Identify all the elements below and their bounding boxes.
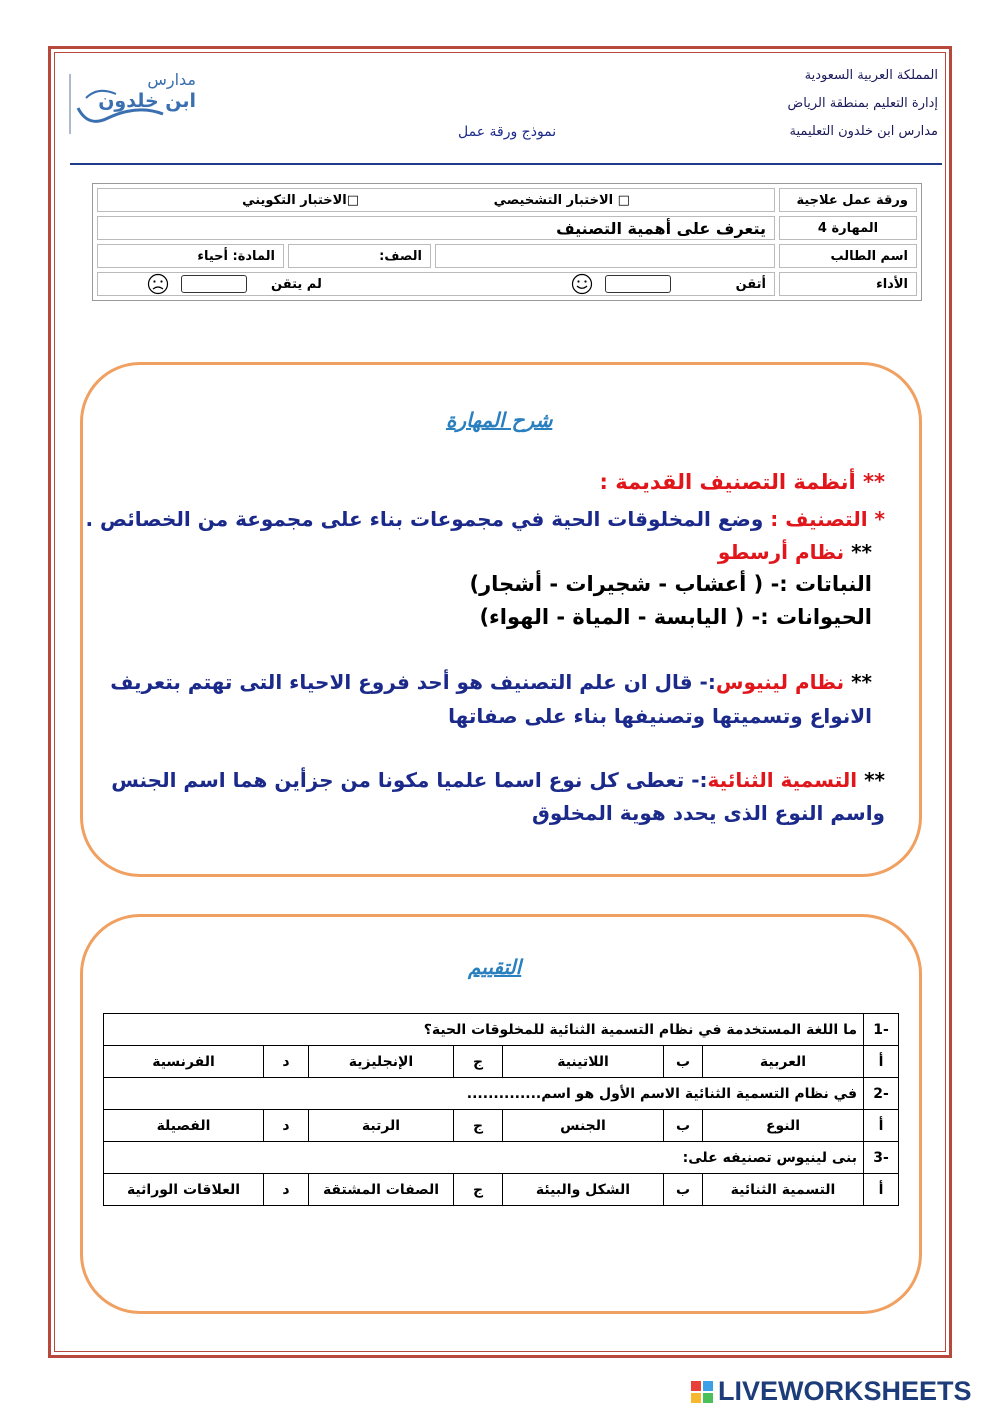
- logo-line2: ابن خلدون: [98, 90, 196, 112]
- aristotle-prefix: **: [844, 540, 872, 564]
- question-text: ما اللغة المستخدمة في نظام التسمية الثنائية للمخلوقات الحية؟: [104, 1014, 864, 1046]
- student-name-label: اسم الطالب: [779, 244, 917, 268]
- subject-label: المادة: أحياء: [97, 244, 284, 268]
- option-choice[interactable]: الجنس: [503, 1110, 664, 1142]
- option-letter: أ: [864, 1046, 899, 1078]
- linnaeus-term: نظام لينيوس: [715, 670, 845, 694]
- not-mastered-input[interactable]: [181, 275, 247, 293]
- liveworksheets-logo-icon: [690, 1380, 714, 1404]
- option-letter: أ: [864, 1110, 899, 1142]
- animals-line: الحيوانات :- ( اليابسة - المياة - الهواء): [479, 605, 872, 629]
- diagnostic-test-option[interactable]: □ الاختبار التشخيصي: [493, 192, 630, 208]
- skill-label: المهارة 4: [779, 216, 917, 240]
- binomial-nomenclature: [111, 768, 885, 792]
- option-choice[interactable]: الفصيلة: [104, 1110, 264, 1142]
- option-letter: ج: [454, 1110, 503, 1142]
- option-letter: د: [264, 1110, 309, 1142]
- header-divider: [70, 163, 942, 165]
- question-text: بنى لينيوس تصنيفه على:: [104, 1142, 864, 1174]
- performance-cell: [97, 272, 775, 296]
- question-number: -1: [864, 1014, 899, 1046]
- options-row: [104, 1110, 899, 1142]
- aristotle-system: [718, 540, 872, 564]
- option-choice[interactable]: التسمية الثنائية: [703, 1174, 864, 1206]
- classification-text: وضع المخلوقات الحية في مجموعات بناء على مجموعة من الخصائص .: [85, 507, 771, 531]
- option-letter: ج: [454, 1046, 503, 1078]
- mastered-input[interactable]: [605, 275, 671, 293]
- binomial-term: التسمية الثنائية: [707, 768, 858, 792]
- mastered-label: أتقن: [735, 276, 766, 292]
- plants-line: النباتات :- ( أعشاب - شجيرات - أشجار): [469, 572, 872, 596]
- options-row: [104, 1046, 899, 1078]
- option-choice[interactable]: الإنجليزية: [309, 1046, 454, 1078]
- liveworksheets-brand[interactable]: [690, 1376, 972, 1407]
- performance-label: الأداء: [779, 272, 917, 296]
- question-row: [104, 1142, 899, 1174]
- option-choice[interactable]: العربية: [703, 1046, 864, 1078]
- option-choice[interactable]: الصفات المشتقة: [309, 1174, 454, 1206]
- student-name-field[interactable]: [435, 244, 775, 268]
- linnaeus-system: [110, 670, 872, 694]
- explanation-title: شرح المهارة: [446, 408, 553, 432]
- old-systems-heading: ** أنظمة التصنيف القديمة :: [599, 470, 885, 494]
- linnaeus-text: :- قال ان علم التصنيف هو أحد فروع الاحياء التى تهتم بتعريف: [110, 670, 716, 694]
- header-schools: مدارس ابن خلدون التعليمية: [789, 124, 938, 139]
- not-mastered-label: لم يتقن: [271, 276, 322, 292]
- quiz-table: [103, 1013, 899, 1206]
- option-choice[interactable]: العلاقات الوراثية: [104, 1174, 264, 1206]
- smiley-face-icon: [571, 273, 593, 295]
- aristotle-term: نظام أرسطو: [717, 540, 845, 564]
- option-choice[interactable]: اللاتينية: [503, 1046, 664, 1078]
- question-row: [104, 1014, 899, 1046]
- question-row: [104, 1078, 899, 1110]
- school-logo: [68, 68, 200, 138]
- linnaeus-prefix: **: [844, 670, 872, 694]
- option-letter: ب: [664, 1174, 703, 1206]
- header-administration: إدارة التعليم بمنطقة الرياض: [787, 96, 938, 111]
- grade-field[interactable]: الصف:: [288, 244, 431, 268]
- liveworksheets-text: LIVEWORKSHEETS: [718, 1376, 972, 1406]
- logo-line1: مدارس: [147, 70, 196, 89]
- sad-face-icon: [147, 273, 169, 295]
- option-choice[interactable]: الفرنسية: [104, 1046, 264, 1078]
- option-choice[interactable]: الرتبة: [309, 1110, 454, 1142]
- option-letter: ب: [664, 1110, 703, 1142]
- question-number: -2: [864, 1078, 899, 1110]
- formative-test-option[interactable]: □الاختبار التكويني: [242, 192, 360, 208]
- classification-definition: [85, 507, 885, 531]
- test-type-cell: [97, 188, 775, 212]
- option-choice[interactable]: الشكل والبيئة: [503, 1174, 664, 1206]
- header-kingdom: المملكة العربية السعودية: [804, 68, 938, 83]
- binomial-text-cont: واسم النوع الذى يحدد هوية المخلوق: [532, 801, 885, 825]
- option-letter: د: [264, 1046, 309, 1078]
- classification-term: * التصنيف :: [770, 507, 885, 531]
- option-letter: د: [264, 1174, 309, 1206]
- binomial-prefix: **: [857, 768, 885, 792]
- linnaeus-text-cont: الانواع وتسميتها وتصنيفها بناء على صفاتها: [448, 704, 872, 728]
- form-title: نموذج ورقة عمل: [458, 124, 557, 140]
- option-letter: ب: [664, 1046, 703, 1078]
- options-row: [104, 1174, 899, 1206]
- skill-text: يتعرف على أهمية التصنيف: [97, 216, 775, 240]
- option-letter: ج: [454, 1174, 503, 1206]
- worksheet-type: ورقة عمل علاجية: [779, 188, 917, 212]
- question-text: في نظام التسمية الثنائية الاسم الأول هو اسم..............: [104, 1078, 864, 1110]
- worksheet-info-table: [92, 183, 922, 301]
- option-choice[interactable]: النوع: [703, 1110, 864, 1142]
- binomial-text: :- تعطى كل نوع اسما علميا مكونا من جزأين هما اسم الجنس: [111, 768, 708, 792]
- evaluation-title: التقييم: [468, 955, 522, 979]
- question-number: -3: [864, 1142, 899, 1174]
- option-letter: أ: [864, 1174, 899, 1206]
